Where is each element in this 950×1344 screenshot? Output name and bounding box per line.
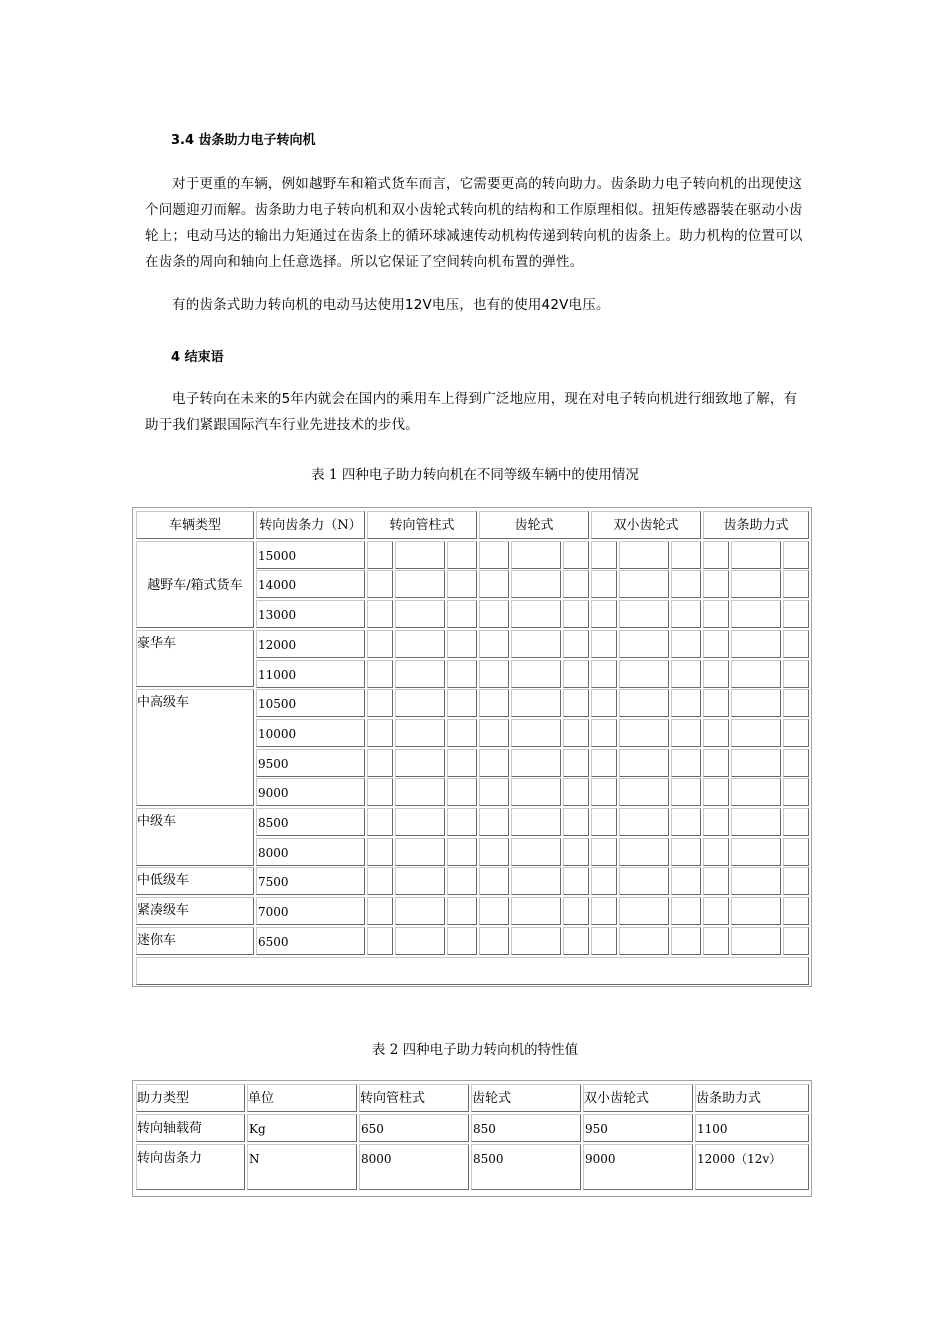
- empty-cell: [671, 927, 701, 955]
- table1-header-cell: 转向管柱式: [367, 511, 477, 539]
- table2-cell: 9000: [583, 1144, 693, 1190]
- empty-cell: [703, 600, 729, 628]
- rack-force-cell: 10000: [256, 719, 365, 747]
- empty-cell: [563, 897, 589, 925]
- empty-cell: [783, 630, 809, 658]
- empty-cell: [367, 778, 393, 806]
- empty-cell: [395, 689, 445, 717]
- table2-header-cell: 单位: [247, 1084, 357, 1112]
- empty-cell: [563, 719, 589, 747]
- vehicle-type-cell: 越野车/箱式货车: [136, 541, 254, 628]
- rack-force-cell: 10500: [256, 689, 365, 717]
- empty-cell: [671, 600, 701, 628]
- empty-cell: [479, 867, 509, 895]
- empty-cell: [447, 719, 477, 747]
- empty-cell: [731, 808, 781, 836]
- empty-cell: [511, 719, 561, 747]
- empty-cell: [479, 541, 509, 569]
- empty-cell: [703, 630, 729, 658]
- empty-cell: [731, 778, 781, 806]
- empty-cell: [619, 897, 669, 925]
- empty-cell: [731, 897, 781, 925]
- table2-cell: Kg: [247, 1114, 357, 1142]
- empty-cell: [671, 808, 701, 836]
- empty-cell: [395, 808, 445, 836]
- rack-force-cell: 6500: [256, 927, 365, 955]
- empty-cell: [591, 808, 617, 836]
- empty-cell: [671, 749, 701, 777]
- empty-cell: [511, 570, 561, 598]
- empty-cell: [703, 719, 729, 747]
- empty-cell: [591, 838, 617, 866]
- table2-cell: 650: [359, 1114, 469, 1142]
- empty-cell: [731, 719, 781, 747]
- vehicle-type-cell: 中高级车: [136, 689, 254, 806]
- empty-cell: [367, 838, 393, 866]
- paragraph-rack-assist: 对于更重的车辆，例如越野车和箱式货车而言，它需要更高的转向助力。齿条助力电子转向机的出现使这个问题迎刃而解。齿条助力电子转向机和双小齿轮式转向机的结构和工作原理相似。扭矩传感器装在驱动小齿轮上；电动马达的输出力矩通过在齿条上的循环球减速传动机构传递到转向机的齿条上。助力机构的位置可以在齿条的周向和轴向上任意选择。所以它保证了空间转向机布置的弹性。: [145, 176, 803, 270]
- empty-cell: [619, 749, 669, 777]
- empty-cell: [511, 541, 561, 569]
- empty-cell: [731, 927, 781, 955]
- empty-cell: [703, 927, 729, 955]
- empty-cell: [511, 600, 561, 628]
- empty-cell: [367, 600, 393, 628]
- empty-cell: [367, 570, 393, 598]
- table2-caption: 表 2 四种电子助力转向机的特性值: [371, 1042, 579, 1058]
- empty-cell: [563, 600, 589, 628]
- table2-header-cell: 双小齿轮式: [583, 1084, 693, 1112]
- empty-cell: [671, 778, 701, 806]
- table2-header-cell: 齿轮式: [471, 1084, 581, 1112]
- empty-cell: [591, 660, 617, 688]
- paragraph-voltage-part3: 电压。: [568, 297, 610, 313]
- table2-cell: 转向轴载荷: [136, 1114, 245, 1142]
- vehicle-type-cell: 紧凑级车: [136, 897, 254, 925]
- empty-cell: [591, 778, 617, 806]
- empty-cell: [703, 808, 729, 836]
- empty-cell: [447, 660, 477, 688]
- empty-cell: [703, 749, 729, 777]
- paragraph-voltage-part2: 电压，也有的使用: [431, 297, 542, 313]
- empty-cell: [563, 838, 589, 866]
- empty-cell: [619, 719, 669, 747]
- empty-cell: [783, 541, 809, 569]
- empty-cell: [563, 808, 589, 836]
- years-number: 5: [281, 391, 291, 407]
- empty-cell: [619, 927, 669, 955]
- voltage-12v: 12V: [404, 297, 432, 313]
- empty-cell: [447, 541, 477, 569]
- empty-cell: [591, 867, 617, 895]
- table1-header-cell: 双小齿轮式: [591, 511, 701, 539]
- empty-cell: [731, 749, 781, 777]
- empty-cell: [591, 897, 617, 925]
- empty-cell: [783, 719, 809, 747]
- table2-cell: 8000: [359, 1144, 469, 1190]
- empty-cell: [619, 600, 669, 628]
- empty-cell: [731, 541, 781, 569]
- empty-cell: [591, 927, 617, 955]
- rack-force-cell: 11000: [256, 660, 365, 688]
- table2-cell: 850: [471, 1114, 581, 1142]
- empty-cell: [395, 897, 445, 925]
- empty-cell: [619, 867, 669, 895]
- empty-cell: [511, 838, 561, 866]
- empty-cell: [671, 897, 701, 925]
- empty-cell: [479, 570, 509, 598]
- rack-force-cell: 14000: [256, 570, 365, 598]
- empty-cell: [563, 689, 589, 717]
- empty-cell: [619, 541, 669, 569]
- empty-cell: [367, 541, 393, 569]
- empty-cell: [511, 630, 561, 658]
- empty-cell: [591, 541, 617, 569]
- empty-cell: [511, 897, 561, 925]
- empty-cell: [511, 689, 561, 717]
- empty-cell: [783, 660, 809, 688]
- empty-cell: [783, 749, 809, 777]
- empty-cell: [703, 689, 729, 717]
- empty-cell: [731, 867, 781, 895]
- empty-cell: [367, 897, 393, 925]
- table2-cell: 12000（12v）: [695, 1144, 809, 1190]
- empty-cell: [703, 660, 729, 688]
- empty-cell: [395, 719, 445, 747]
- table2-header-cell: 转向管柱式: [359, 1084, 469, 1112]
- empty-cell: [479, 719, 509, 747]
- table2-header-cell: 齿条助力式: [695, 1084, 809, 1112]
- empty-cell: [479, 778, 509, 806]
- empty-cell: [731, 570, 781, 598]
- empty-cell: [479, 600, 509, 628]
- empty-cell: [591, 719, 617, 747]
- empty-cell: [479, 689, 509, 717]
- empty-cell: [703, 867, 729, 895]
- table1-footer-row: [136, 957, 809, 985]
- empty-cell: [479, 660, 509, 688]
- rack-force-cell: 15000: [256, 541, 365, 569]
- empty-cell: [619, 660, 669, 688]
- empty-cell: [511, 867, 561, 895]
- voltage-42v: 42V: [541, 297, 569, 313]
- empty-cell: [511, 660, 561, 688]
- empty-cell: [671, 660, 701, 688]
- conclusion-title: 4 结束语: [171, 350, 224, 365]
- paragraph-conclusion-part1: 电子转向在未来的: [172, 391, 282, 407]
- empty-cell: [367, 749, 393, 777]
- empty-cell: [783, 838, 809, 866]
- empty-cell: [367, 808, 393, 836]
- empty-cell: [395, 541, 445, 569]
- empty-cell: [447, 749, 477, 777]
- table2-cell: 1100: [695, 1114, 809, 1142]
- empty-cell: [447, 630, 477, 658]
- empty-cell: [563, 867, 589, 895]
- empty-cell: [731, 600, 781, 628]
- empty-cell: [671, 570, 701, 598]
- empty-cell: [479, 808, 509, 836]
- empty-cell: [447, 778, 477, 806]
- rack-force-cell: 7500: [256, 867, 365, 895]
- empty-cell: [591, 749, 617, 777]
- empty-cell: [563, 778, 589, 806]
- empty-cell: [783, 778, 809, 806]
- table1-caption: 表 1 四种电子助力转向机在不同等级车辆中的使用情况: [311, 467, 639, 483]
- empty-cell: [591, 570, 617, 598]
- empty-cell: [731, 838, 781, 866]
- empty-cell: [511, 808, 561, 836]
- empty-cell: [731, 689, 781, 717]
- empty-cell: [563, 570, 589, 598]
- empty-cell: [367, 630, 393, 658]
- empty-cell: [591, 630, 617, 658]
- empty-cell: [671, 541, 701, 569]
- section-title: 3.4 齿条助力电子转向机: [171, 133, 316, 148]
- paragraph-voltage-part1: 有的齿条式助力转向机的电动马达使用: [172, 297, 405, 313]
- empty-cell: [783, 897, 809, 925]
- empty-cell: [367, 689, 393, 717]
- vehicle-type-cell: 中低级车: [136, 867, 254, 895]
- empty-cell: [395, 660, 445, 688]
- empty-cell: [783, 689, 809, 717]
- empty-cell: [619, 570, 669, 598]
- empty-cell: [703, 778, 729, 806]
- table2-cell: N: [247, 1144, 357, 1190]
- table1-header-cell: 转向齿条力（N）: [256, 511, 365, 539]
- empty-cell: [563, 749, 589, 777]
- rack-force-cell: 13000: [256, 600, 365, 628]
- rack-force-cell: 9000: [256, 778, 365, 806]
- table2-cell: 950: [583, 1114, 693, 1142]
- empty-cell: [671, 719, 701, 747]
- empty-cell: [671, 838, 701, 866]
- table2: [132, 1080, 812, 1197]
- empty-cell: [447, 867, 477, 895]
- empty-cell: [703, 897, 729, 925]
- empty-cell: [671, 630, 701, 658]
- paragraph-voltage: [145, 292, 810, 318]
- empty-cell: [563, 927, 589, 955]
- empty-cell: [671, 867, 701, 895]
- empty-cell: [783, 808, 809, 836]
- empty-cell: [479, 927, 509, 955]
- table1: [132, 507, 812, 987]
- empty-cell: [447, 897, 477, 925]
- vehicle-type-cell: 中级车: [136, 808, 254, 866]
- vehicle-type-cell: 豪华车: [136, 630, 254, 688]
- empty-cell: [783, 570, 809, 598]
- empty-cell: [447, 689, 477, 717]
- paragraph-conclusion-part2: 年内就会在国内的乘用车上得到广泛地应用，现在对电子转向机进行细致地了解，有助于我们紧跟国际汽车行业先进技术的步伐。: [145, 391, 798, 433]
- empty-cell: [447, 838, 477, 866]
- empty-cell: [479, 838, 509, 866]
- empty-cell: [731, 660, 781, 688]
- empty-cell: [563, 630, 589, 658]
- empty-cell: [619, 838, 669, 866]
- empty-cell: [395, 867, 445, 895]
- table2-cell: 转向齿条力: [136, 1144, 245, 1190]
- empty-cell: [511, 778, 561, 806]
- empty-cell: [395, 749, 445, 777]
- table1-header-cell: 齿条助力式: [703, 511, 809, 539]
- empty-cell: [511, 927, 561, 955]
- vehicle-type-cell: 迷你车: [136, 927, 254, 955]
- table2-cell: 8500: [471, 1144, 581, 1190]
- empty-cell: [367, 867, 393, 895]
- empty-cell: [619, 689, 669, 717]
- empty-cell: [395, 630, 445, 658]
- empty-cell: [395, 838, 445, 866]
- empty-cell: [479, 897, 509, 925]
- empty-cell: [703, 541, 729, 569]
- table1-header-cell: 齿轮式: [479, 511, 589, 539]
- rack-force-cell: 9500: [256, 749, 365, 777]
- empty-cell: [703, 838, 729, 866]
- empty-cell: [591, 689, 617, 717]
- rack-force-cell: 12000: [256, 630, 365, 658]
- empty-cell: [619, 808, 669, 836]
- empty-cell: [447, 927, 477, 955]
- paragraph-conclusion: [145, 386, 810, 438]
- empty-cell: [731, 630, 781, 658]
- empty-cell: [395, 778, 445, 806]
- rack-force-cell: 8500: [256, 808, 365, 836]
- empty-cell: [563, 541, 589, 569]
- empty-cell: [479, 630, 509, 658]
- empty-cell: [367, 927, 393, 955]
- empty-cell: [671, 689, 701, 717]
- table2-header-cell: 助力类型: [136, 1084, 245, 1112]
- empty-cell: [367, 719, 393, 747]
- empty-cell: [703, 570, 729, 598]
- empty-cell: [395, 600, 445, 628]
- empty-cell: [447, 600, 477, 628]
- empty-cell: [619, 778, 669, 806]
- empty-cell: [783, 927, 809, 955]
- rack-force-cell: 8000: [256, 838, 365, 866]
- empty-cell: [563, 660, 589, 688]
- rack-force-cell: 7000: [256, 897, 365, 925]
- empty-cell: [395, 570, 445, 598]
- empty-cell: [367, 660, 393, 688]
- empty-cell: [783, 867, 809, 895]
- empty-cell: [447, 570, 477, 598]
- empty-cell: [447, 808, 477, 836]
- empty-cell: [591, 600, 617, 628]
- empty-cell: [479, 749, 509, 777]
- empty-cell: [783, 600, 809, 628]
- empty-cell: [511, 749, 561, 777]
- empty-cell: [395, 927, 445, 955]
- table1-header-cell: 车辆类型: [136, 511, 254, 539]
- empty-cell: [619, 630, 669, 658]
